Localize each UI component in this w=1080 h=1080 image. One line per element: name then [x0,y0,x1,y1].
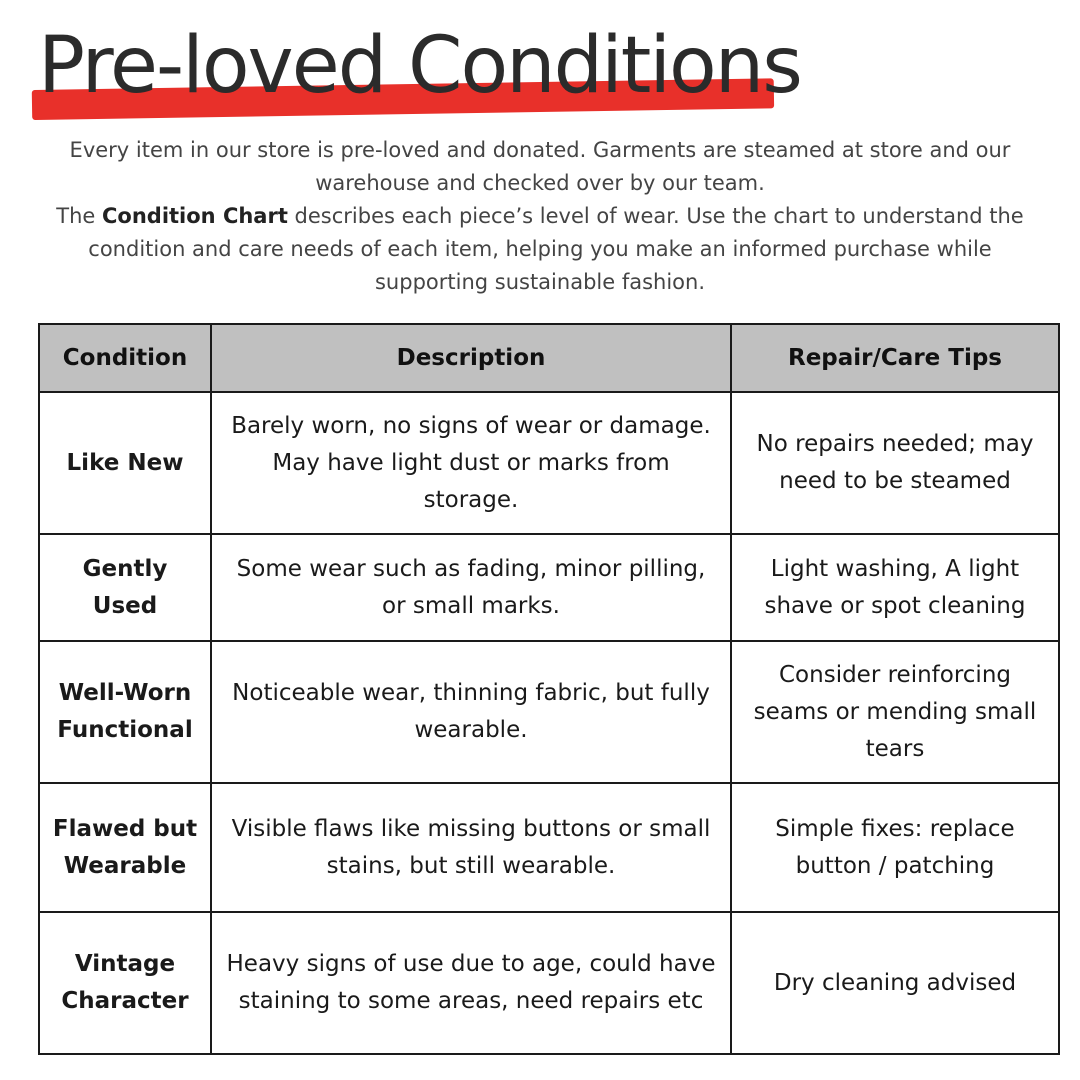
title-block [30,18,801,128]
tips-cell: Dry cleaning advised [731,912,1059,1054]
condition-cell: Like New [39,392,211,534]
intro-condition-chart-term: Condition Chart [102,204,288,228]
condition-cell: Well-Worn Functional [39,641,211,783]
condition-chart-table [38,323,1060,1055]
intro-text [40,134,1040,299]
table-row [39,534,1059,641]
table-row [39,392,1059,534]
table-row [39,641,1059,783]
header-description: Description [211,324,731,392]
tips-cell: Simple fixes: replace button / patching [731,783,1059,912]
tips-cell: Light washing, A light shave or spot cleaning [731,534,1059,641]
intro-prefix: The [56,204,102,228]
table-row [39,783,1059,912]
condition-cell: Vintage Character [39,912,211,1054]
description-cell: Noticeable wear, thinning fabric, but fully wearable. [211,641,731,783]
table-row [39,912,1059,1054]
description-cell: Barely worn, no signs of wear or damage. May have light dust or marks from storage. [211,392,731,534]
header-repair-care-tips: Repair/Care Tips [731,324,1059,392]
description-cell: Visible flaws like missing buttons or small stains, but still wearable. [211,783,731,912]
tips-cell: Consider reinforcing seams or mending small tears [731,641,1059,783]
intro-suffix: describes each piece’s level of wear. Use the chart to understand the condition and care needs of each item, helping you make an informed purchase while supporting sustainable fashion. [88,204,1024,294]
tips-cell: No repairs needed; may need to be steamed [731,392,1059,534]
header-condition: Condition [39,324,211,392]
table-header-row [39,324,1059,392]
intro-paragraph-1: Every item in our store is pre-loved and donated. Garments are steamed at store and our warehouse and checked over by our team. [69,138,1011,195]
condition-cell: Gently Used [39,534,211,641]
page-title: Pre-loved Conditions [38,21,801,111]
description-cell: Some wear such as fading, minor pilling, or small marks. [211,534,731,641]
description-cell: Heavy signs of use due to age, could have staining to some areas, need repairs etc [211,912,731,1054]
intro-paragraph-2 [40,200,1040,299]
condition-cell: Flawed but Wearable [39,783,211,912]
